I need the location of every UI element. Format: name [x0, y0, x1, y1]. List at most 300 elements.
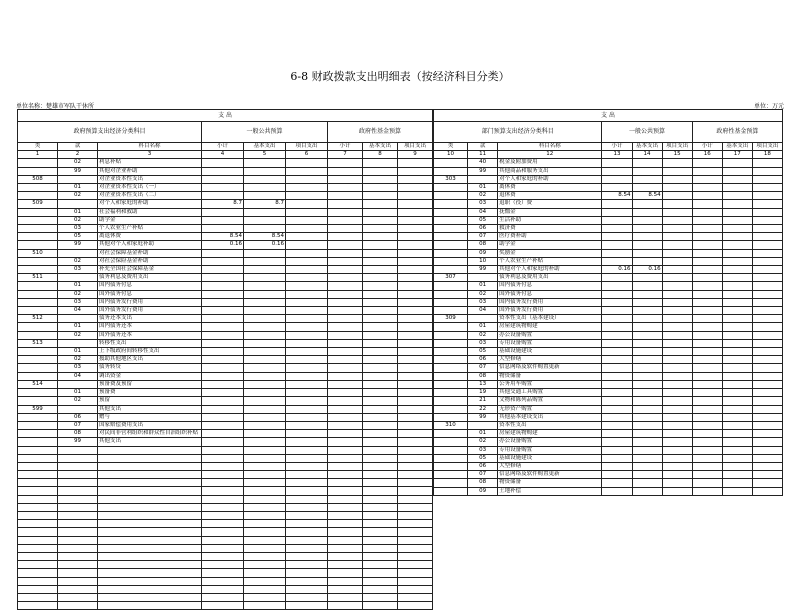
cell-subject: 生活补助 [498, 216, 602, 224]
cell-subtotal [602, 184, 632, 192]
cell-fund-basic [722, 446, 752, 454]
cell-fund-project [398, 364, 433, 372]
cell-fund-basic [363, 512, 398, 520]
cell-basic [244, 536, 286, 544]
cell-subject [98, 561, 202, 569]
cell-kuan [58, 503, 98, 511]
col-number: 16 [692, 151, 722, 159]
table-row [18, 430, 433, 438]
col-lei: 类 [18, 143, 58, 151]
cell-fund-basic [722, 200, 752, 208]
cell-fund-basic [722, 225, 752, 233]
cell-basic: 0.16 [244, 241, 286, 249]
cell-fund-basic [363, 372, 398, 380]
cell-fund-subtotal [692, 192, 722, 200]
cell-basic [244, 479, 286, 487]
cell-kuan: 02 [58, 290, 98, 298]
cell-fund-project [752, 307, 782, 315]
cell-subject: 社会福利和救助 [98, 208, 202, 216]
cell-fund-basic [363, 430, 398, 438]
cell-lei [434, 372, 468, 380]
cell-kuan [58, 315, 98, 323]
cell-subject: 助学金 [98, 216, 202, 224]
cell-kuan [58, 585, 98, 593]
cell-project [662, 192, 692, 200]
cell-basic [632, 405, 662, 413]
table-row [434, 315, 783, 323]
cell-fund-project [398, 372, 433, 380]
cell-fund-subtotal [692, 167, 722, 175]
cell-fund-subtotal [328, 282, 363, 290]
cell-fund-project [398, 479, 433, 487]
col-basic: 基本支出 [363, 143, 398, 151]
cell-fund-subtotal [692, 159, 722, 167]
table-row [18, 585, 433, 593]
cell-fund-subtotal [692, 249, 722, 257]
cell-fund-subtotal [328, 315, 363, 323]
cell-fund-project [398, 274, 433, 282]
table-row [434, 405, 783, 413]
cell-subject [98, 569, 202, 577]
general-budget-header: 一般公共预算 [202, 122, 328, 143]
cell-fund-project [752, 159, 782, 167]
cell-fund-basic [722, 249, 752, 257]
cell-subtotal: 8.54 [202, 233, 244, 241]
cell-fund-subtotal [328, 487, 363, 495]
cell-subtotal [202, 274, 244, 282]
table-row [434, 454, 783, 462]
cell-fund-project [752, 282, 782, 290]
cell-kuan [58, 569, 98, 577]
cell-project [286, 323, 328, 331]
cell-subject: 国外债务还本 [98, 331, 202, 339]
cell-kuan [58, 249, 98, 257]
cell-subject: 其他对企业补助 [98, 167, 202, 175]
table-row [18, 315, 433, 323]
cell-fund-project [398, 290, 433, 298]
cell-fund-basic [363, 544, 398, 552]
cell-fund-subtotal [328, 241, 363, 249]
cell-basic [244, 421, 286, 429]
col-kuan: 款 [468, 143, 498, 151]
cell-fund-subtotal [692, 266, 722, 274]
cell-fund-basic [722, 454, 752, 462]
cell-fund-basic [722, 356, 752, 364]
cell-subtotal [202, 364, 244, 372]
cell-lei [18, 257, 58, 265]
cell-subtotal [602, 323, 632, 331]
cell-lei [434, 257, 468, 265]
cell-subtotal: 8.54 [602, 192, 632, 200]
cell-kuan [58, 446, 98, 454]
cell-lei: 508 [18, 175, 58, 183]
cell-subtotal [202, 503, 244, 511]
cell-basic [632, 446, 662, 454]
cell-subtotal [202, 290, 244, 298]
table-row [18, 495, 433, 503]
cell-basic [632, 462, 662, 470]
cell-project [286, 216, 328, 224]
cell-basic [632, 274, 662, 282]
cell-fund-project [752, 479, 782, 487]
cell-subject: 援助其他地区支出 [98, 356, 202, 364]
cell-fund-subtotal [328, 233, 363, 241]
table-row [434, 307, 783, 315]
cell-fund-subtotal [328, 569, 363, 577]
cell-fund-basic [722, 274, 752, 282]
cell-basic [632, 421, 662, 429]
cell-lei [434, 348, 468, 356]
cell-project [286, 413, 328, 421]
table-row [18, 446, 433, 454]
cell-basic [632, 184, 662, 192]
cell-basic [244, 159, 286, 167]
cell-lei [18, 520, 58, 528]
cell-lei [18, 593, 58, 601]
cell-fund-basic [722, 397, 752, 405]
col-number: 6 [286, 151, 328, 159]
cell-subtotal [202, 380, 244, 388]
cell-project [662, 167, 692, 175]
cell-subtotal [602, 290, 632, 298]
table-row [434, 446, 783, 454]
cell-kuan: 07 [58, 421, 98, 429]
cell-project [286, 471, 328, 479]
cell-project [286, 520, 328, 528]
cell-fund-basic [363, 241, 398, 249]
cell-fund-basic [363, 471, 398, 479]
cell-lei [18, 307, 58, 315]
cell-kuan: 99 [58, 438, 98, 446]
cell-lei: 307 [434, 274, 468, 282]
cell-basic [244, 462, 286, 470]
cell-subtotal [602, 421, 632, 429]
cell-subtotal [202, 372, 244, 380]
cell-fund-subtotal [328, 274, 363, 282]
cell-subject: 对民间非营利组织和群众性自治组织补贴 [98, 430, 202, 438]
cell-lei: 510 [18, 249, 58, 257]
cell-subtotal [202, 192, 244, 200]
cell-project [286, 561, 328, 569]
cell-basic [632, 208, 662, 216]
cell-fund-basic [722, 372, 752, 380]
cell-fund-project [398, 356, 433, 364]
cell-project [286, 430, 328, 438]
col-number: 14 [632, 151, 662, 159]
cell-lei [434, 192, 468, 200]
cell-subject: 救济费 [498, 225, 602, 233]
cell-subtotal [202, 520, 244, 528]
expense-header: 支 出 [434, 110, 783, 122]
cell-basic [632, 315, 662, 323]
col-number: 9 [398, 151, 433, 159]
cell-basic: 8.7 [244, 200, 286, 208]
cell-kuan [58, 536, 98, 544]
cell-basic [632, 413, 662, 421]
cell-fund-subtotal [692, 397, 722, 405]
cell-subtotal [202, 413, 244, 421]
cell-fund-basic [722, 389, 752, 397]
cell-basic [244, 454, 286, 462]
cell-basic [632, 307, 662, 315]
cell-basic [632, 331, 662, 339]
cell-basic [632, 438, 662, 446]
cell-subject [98, 471, 202, 479]
cell-fund-project [398, 602, 433, 610]
cell-kuan: 04 [58, 307, 98, 315]
col-number: 12 [498, 151, 602, 159]
cell-project [286, 315, 328, 323]
cell-fund-subtotal [328, 364, 363, 372]
table-row [18, 454, 433, 462]
cell-subtotal [602, 307, 632, 315]
cell-fund-subtotal [328, 561, 363, 569]
col-number: 5 [244, 151, 286, 159]
cell-subject: 抚恤金 [498, 208, 602, 216]
cell-project [286, 577, 328, 585]
cell-subject [98, 536, 202, 544]
cell-fund-subtotal [328, 356, 363, 364]
cell-lei [434, 405, 468, 413]
cell-fund-project [752, 389, 782, 397]
cell-fund-subtotal [328, 348, 363, 356]
cell-subtotal [602, 208, 632, 216]
cell-project [662, 430, 692, 438]
cell-subject: 离休费 [498, 184, 602, 192]
cell-lei [434, 356, 468, 364]
table-row [18, 372, 433, 380]
cell-lei [18, 479, 58, 487]
cell-basic [632, 282, 662, 290]
cell-fund-subtotal [328, 331, 363, 339]
cell-subject [98, 544, 202, 552]
cell-subject: 对社会保障基金补助 [98, 249, 202, 257]
cell-fund-project [752, 200, 782, 208]
cell-kuan [58, 602, 98, 610]
cell-subtotal [602, 282, 632, 290]
cell-basic: 8.54 [632, 192, 662, 200]
cell-subject: 国内债务付息 [498, 282, 602, 290]
cell-subtotal [202, 331, 244, 339]
cell-subject: 对企业资本性支出 [98, 175, 202, 183]
cell-subject: 文物和陈列品购置 [498, 397, 602, 405]
table-row [18, 266, 433, 274]
cell-subtotal [202, 454, 244, 462]
cell-lei [18, 552, 58, 560]
cell-fund-basic [722, 233, 752, 241]
cell-project [662, 446, 692, 454]
cell-fund-basic [363, 266, 398, 274]
table-row [18, 257, 433, 265]
cell-fund-basic [722, 282, 752, 290]
cell-project [662, 233, 692, 241]
cell-lei: 303 [434, 175, 468, 183]
cell-fund-project [398, 282, 433, 290]
cell-lei [18, 471, 58, 479]
cell-lei [18, 208, 58, 216]
cell-lei [434, 249, 468, 257]
cell-fund-basic [722, 241, 752, 249]
cell-subject: 退休费 [498, 192, 602, 200]
col-basic: 基本支出 [244, 143, 286, 151]
cell-kuan: 05 [468, 454, 498, 462]
cell-subject: 资本性支出（基本建设） [498, 315, 602, 323]
table-row [434, 380, 783, 388]
cell-fund-project [752, 348, 782, 356]
cell-lei [18, 602, 58, 610]
cell-basic [244, 577, 286, 585]
cell-kuan [58, 577, 98, 585]
cell-project [662, 421, 692, 429]
cell-fund-project [752, 290, 782, 298]
cell-fund-project [398, 184, 433, 192]
cell-lei [18, 487, 58, 495]
cell-project [286, 602, 328, 610]
cell-project [662, 323, 692, 331]
cell-kuan [468, 315, 498, 323]
cell-fund-subtotal [692, 315, 722, 323]
cell-basic [632, 241, 662, 249]
cell-project [286, 167, 328, 175]
cell-kuan: 03 [468, 339, 498, 347]
cell-fund-subtotal [692, 372, 722, 380]
cell-fund-basic [363, 462, 398, 470]
cell-project [662, 282, 692, 290]
cell-basic [632, 298, 662, 306]
cell-fund-basic [722, 380, 752, 388]
cell-fund-basic [363, 274, 398, 282]
cell-kuan: 07 [468, 233, 498, 241]
cell-basic [632, 167, 662, 175]
cell-basic [244, 167, 286, 175]
cell-fund-basic [722, 257, 752, 265]
cell-kuan: 10 [468, 257, 498, 265]
cell-subtotal [602, 233, 632, 241]
table-row [434, 372, 783, 380]
cell-fund-project [752, 192, 782, 200]
table-row [18, 241, 433, 249]
cell-subject: 大型修缮 [498, 356, 602, 364]
cell-fund-subtotal [328, 593, 363, 601]
table-row [18, 175, 433, 183]
cell-fund-subtotal [328, 552, 363, 560]
cell-subtotal [202, 339, 244, 347]
table-row [18, 438, 433, 446]
table-row [434, 348, 783, 356]
cell-subject: 个人农业生产补贴 [98, 225, 202, 233]
cell-fund-subtotal [692, 175, 722, 183]
cell-fund-project [752, 471, 782, 479]
table-row [434, 430, 783, 438]
cell-fund-project [752, 274, 782, 282]
cell-fund-basic [722, 216, 752, 224]
cell-basic [244, 307, 286, 315]
cell-subject: 债务利息及费用支出 [498, 274, 602, 282]
cell-kuan: 13 [468, 380, 498, 388]
cell-fund-project [752, 372, 782, 380]
cell-kuan [58, 405, 98, 413]
cell-basic [244, 602, 286, 610]
cell-fund-subtotal [328, 512, 363, 520]
cell-subtotal [602, 364, 632, 372]
cell-fund-subtotal [692, 356, 722, 364]
cell-lei [18, 159, 58, 167]
cell-kuan [58, 520, 98, 528]
cell-lei: 599 [18, 405, 58, 413]
unit-name: 单位名称：楚雄市军队干休所 [16, 103, 95, 110]
cell-subtotal: 0.16 [202, 241, 244, 249]
cell-kuan [58, 528, 98, 536]
table-row [18, 479, 433, 487]
cell-fund-subtotal [692, 405, 722, 413]
cell-fund-project [398, 266, 433, 274]
cell-fund-basic [363, 257, 398, 265]
cell-basic [244, 471, 286, 479]
cell-subtotal [202, 577, 244, 585]
cell-fund-project [398, 175, 433, 183]
cell-project [286, 528, 328, 536]
cell-kuan: 03 [58, 298, 98, 306]
cell-project [662, 241, 692, 249]
cell-subject: 其他对个人和家庭的补助 [498, 266, 602, 274]
cell-basic [244, 397, 286, 405]
col-kuan: 款 [58, 143, 98, 151]
table-row [18, 290, 433, 298]
cell-project [662, 471, 692, 479]
cell-fund-project [752, 315, 782, 323]
cell-lei [18, 397, 58, 405]
cell-subject: 土地补偿 [498, 487, 602, 495]
cell-basic [632, 233, 662, 241]
cell-project [286, 175, 328, 183]
table-row [18, 593, 433, 601]
cell-lei [434, 323, 468, 331]
cell-fund-subtotal [328, 430, 363, 438]
gov-fund-budget-header: 政府性基金预算 [328, 122, 433, 143]
cell-kuan: 02 [58, 192, 98, 200]
table-row [18, 307, 433, 315]
cell-subject [98, 520, 202, 528]
cell-lei [18, 438, 58, 446]
cell-kuan: 02 [58, 159, 98, 167]
cell-basic [632, 339, 662, 347]
cell-fund-project [398, 536, 433, 544]
cell-subject: 其他对个人和家庭补助 [98, 241, 202, 249]
cell-kuan: 06 [468, 225, 498, 233]
cell-fund-project [398, 167, 433, 175]
cell-lei [18, 282, 58, 290]
cell-subject: 信息网络及软件购置更新 [498, 364, 602, 372]
table-row [434, 233, 783, 241]
cell-lei [18, 446, 58, 454]
cell-subject: 税金及附加费用 [498, 159, 602, 167]
cell-fund-basic [363, 200, 398, 208]
cell-project [662, 356, 692, 364]
cell-project [286, 282, 328, 290]
general-budget-header: 一般公共预算 [602, 122, 692, 143]
cell-fund-project [752, 257, 782, 265]
cell-basic [632, 479, 662, 487]
col-basic: 基本支出 [722, 143, 752, 151]
cell-lei [18, 544, 58, 552]
cell-subtotal [202, 175, 244, 183]
cell-fund-subtotal [692, 380, 722, 388]
col-project: 项目支出 [662, 143, 692, 151]
cell-kuan: 01 [468, 184, 498, 192]
cell-basic [632, 216, 662, 224]
cell-subtotal [602, 462, 632, 470]
cell-subtotal [202, 315, 244, 323]
